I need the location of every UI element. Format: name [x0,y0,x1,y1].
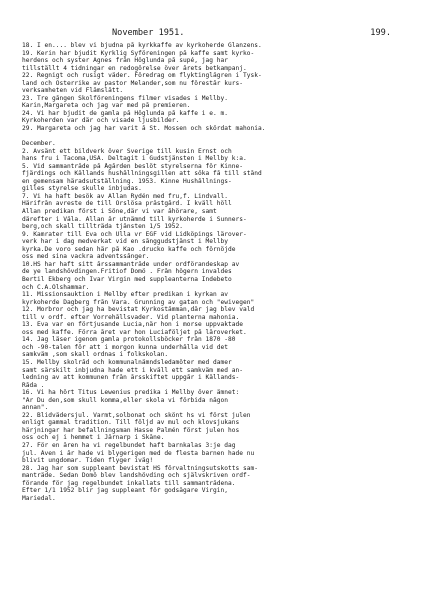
entry-line: 29. Margareta och jag har varit å St. Mossen och skördat mahonia. [22,125,266,133]
entry-line: oss med sina vackra adventssånger. [22,253,150,261]
entry-line: land och Österrike av pastor Melander,som nu förestår kurs- [22,79,243,87]
entry-line: berg,och skall tillträda tjänsten 1/5 1952. [22,223,184,231]
entry-line: 9. Kamrater till Eva och Ulla vr EGF vid Lidköpings lärover- [22,230,247,238]
entry-line: herdens och syster Agnes från Höglunda på supé, jag har [22,57,228,65]
entry-line: Mariedal. [22,494,56,502]
entry-line: 12. Morbror och jag ha bevistat Kyrkostämman,där jag blev vald [22,306,255,314]
entry-line: samkväm ,som skall ordnas i folkskolan. [22,351,169,359]
entry-line: 23. Tre gången Skolföreningens filmer visades i Mellby. [22,94,228,102]
entry-line: 10.HS har haft sitt årssammanträde under ordförandeskap av [22,260,240,268]
entry-line: annan". [22,404,49,412]
entry-line: därefter i Väla. Allan är utnämnd till kyrkoherde i Sunners- [22,215,247,223]
entry-line: 22. Regnigt och rusigt väder. Föredrag om flyktinglägren i Tysk- [22,72,262,80]
entry-line: 19. Kerin har bjudit Kyrklig Syföreningen på kaffe samt kyrko- [22,49,255,57]
entry-line: Bertil Ekberg och Ivar Virgin med suppleanterna Indebeto [22,275,232,283]
entry-line: förande för jag regelbundet inkallats till sammanträdena. [22,479,236,487]
entry-line: de ye landshövdingen.Fritiof Domö . Från högern invaldes [22,268,232,276]
entry-line: blivit ungdomar. Tiden flyger iväg! [22,457,154,465]
entry-line: oss och ej i hemmet i Järnarp i Skåne. [22,434,165,442]
entry-line: 22. Blidvädersjul. Varmt,solbonat och skönt hs vi först julen [22,411,251,419]
page-header [22,26,403,40]
entry-line: 2. Avsänt ett bildverk över Sverige till kusin Ernst och [22,147,232,155]
diary-entries [22,42,403,502]
entry-line: gilles styrelse skulle inbjudas. [22,185,142,193]
entry-line: enligt gammal tradition. Till följd av mul och klovsjukans [22,419,240,427]
entry-line: 7. Vi ha haft besök av Allan Rydén med fru,f. Lindvall. [22,192,228,200]
entry-line: tillställt 4 tidningar en redogörelse över årets betkampanj. [22,64,247,72]
page-date: November 1951. [112,28,185,38]
entry-line: härjningar har befallningsman Hasse Palmén först julen hos [22,426,240,434]
entry-line: manträde. Sedan Domö blev landshövding och självskriven ordf- [22,472,251,480]
blank-line [22,133,403,141]
entry-line: Härifrån avreste de till Örslösa prästgård. I kväll höll [22,200,232,208]
entry-line: kyrka.De voro sedan här på Kao .drucko kaffe och förnöjde [22,245,236,253]
entry-line: Råda . [22,381,45,389]
entry-line: en gemensam häradsutställning. 1953. Kinne Hushållnings- [22,177,232,185]
entry-line: December. [22,140,56,148]
entry-line: 16. Vi ha hört Titus Lewenius predika i Mellby över ämnet: [22,389,240,397]
entry-line: och -90-talen för att i morgon kunna underhålla vid det [22,343,228,351]
entry-line: 18. I en.... blev vi bjudna på kyrkkaffe av kyrkoherde Glanzens. [22,42,262,49]
entry-line: 15. Mellby skolråd och kommunalnämndsledamöter med damer [22,358,232,366]
entry-line: ledning av att kommunen från årsskiftet uppgår i Källands- [22,374,240,382]
entry-line: 28. Jag har som suppleant bevistat HS förvaltningsutskotts sam- [22,464,258,472]
entry-line: samt särskilt inbjudna hade ett i kväll ett samkväm med an- [22,366,243,374]
entry-line: Kyrkoherden var där och visade ljusbilder. [22,117,180,125]
entry-line: 5. Vid sammanträde på Ågården beslöt styrelserna för Kinne- [22,162,243,170]
entry-line: 24. Vi har bjudit de gamla på Höglunda på kaffe i e. m. [22,109,228,117]
entry-line: och C.A.Olshammar. [22,283,90,291]
entry-line: "Är Du den,som skull komma,eller skola vi förbida någon [22,396,228,404]
entry-line: Allan predikan först i Söne,där vi var åhörare, samt [22,208,217,216]
entry-line: till v ordf. efter Vorrehållsvader. Vid planterna mahonia. [22,313,240,321]
entry-line: jul. Även i år hade vi blygerigen med de flesta barnen hade nu [22,449,255,457]
entry-line: 13. Eva var en förtjusande Lucia,när hon i morse uppvaktade [22,321,243,329]
entry-line: 14. Jag läser igenom gamla protokollsböcker från 1870 -80 [22,336,236,344]
entry-line: hans fru i Tacoma,USA. Deltagit i Gudstjänsten i Mellby k:a. [22,155,247,163]
entry-line: fjärdings och Källands hushållningsgillen att söka få till stånd [22,170,262,178]
entry-line: oss med kaffe. Förra året var hon Luciaföljet på läroverket. [22,328,247,336]
entry-line: Karin,Margareta och jag var med på premieren. [22,102,191,110]
entry-line: Efter 1/1 1952 blir jag suppleant för godsägare Virgin, [22,487,228,495]
entry-line: kyrkoherde Dagberg från Vara. Grunning av gatan och "ewivegen" [22,298,255,306]
entry-line: 27. För en åren ha vi regelbundet haft barnkalas 3:je dag [22,441,236,449]
page-number: 199. [370,28,391,38]
entry-line: 11. Missionsauktion i Mellby efter predikan i kyrkan av [22,291,228,299]
entry-line: verksamheten vid Flämslätt. [22,87,124,95]
entry-line: verk har i dag medverkat vid en sånggudstjänst i Mellby [22,238,228,246]
